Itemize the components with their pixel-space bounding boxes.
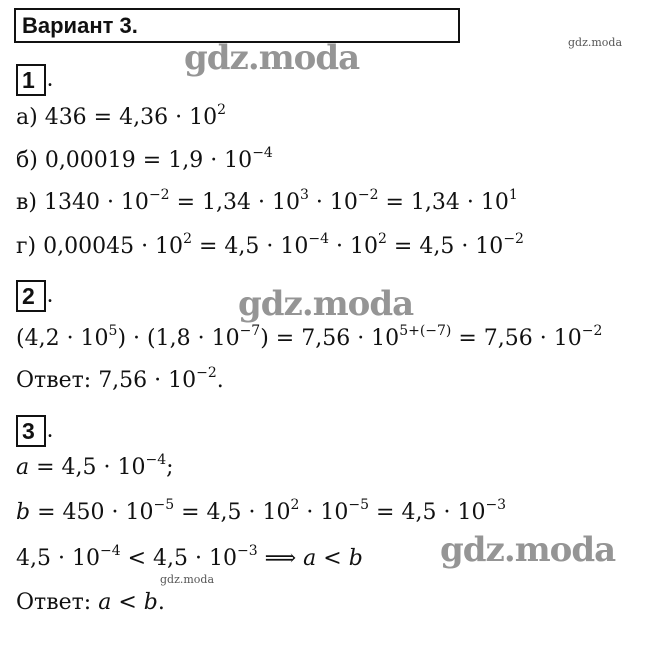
task-3-answer: Ответ: a < b. [16,590,165,615]
task-1-number: 1 [16,64,46,96]
task-3-number: 3 [16,415,46,447]
task-1-line-d: г) $0,00045 \cdot 10^2 = 4,5 \cdot 10^{-4} \cdot 10^2 = 4,5 \cdot 10^{-2}$ [16,231,524,259]
task-3-line-a: $a = 4,5 \cdot 10^{-4}$; [16,452,174,480]
watermark-small-bottom: gdz.moda [160,573,215,586]
task-2-dot: . [47,282,53,308]
task-3-dot: . [47,417,53,443]
watermark-bottom: gdz.moda [440,530,616,570]
task-1-dot: . [47,66,53,92]
variant-title: Вариант 3. [22,13,138,38]
task-2-answer: Ответ: $7,56 \cdot 10^{-2}$. [16,365,224,393]
task-2-number: 2 [16,280,46,312]
watermark-small-top: gdz.moda [568,36,623,49]
watermark-top: gdz.moda [184,38,360,78]
watermark-middle: gdz.moda [238,284,414,324]
task-1-line-a: а) $436 = 4,36 \cdot 10^2$ [16,102,226,130]
task-3-line-c: $4,5 \cdot 10^{-4} < 4,5 \cdot 10^{-3}$ ⟹ a < b [16,543,363,571]
task-3-line-b: $b = 450 \cdot 10^{-5} = 4,5 \cdot 10^2 \cdot 10^{-5} = 4,5 \cdot 10^{-3}$ [16,497,507,525]
task-2-line-1: $(4,2 \cdot 10^5) \cdot (1,8 \cdot 10^{-7}) = 7,56 \cdot 10^{5+(-7)} = 7,56 \cdot 10^{-2}$ [16,323,603,351]
task-1-line-b: б) $0,00019 = 1,9 \cdot 10^{-4}$ [16,145,273,173]
task-1-line-c: в) $1340 \cdot 10^{-2} = 1,34 \cdot 10^3 \cdot 10^{-2} = 1,34 \cdot 10^1$ [16,187,518,215]
